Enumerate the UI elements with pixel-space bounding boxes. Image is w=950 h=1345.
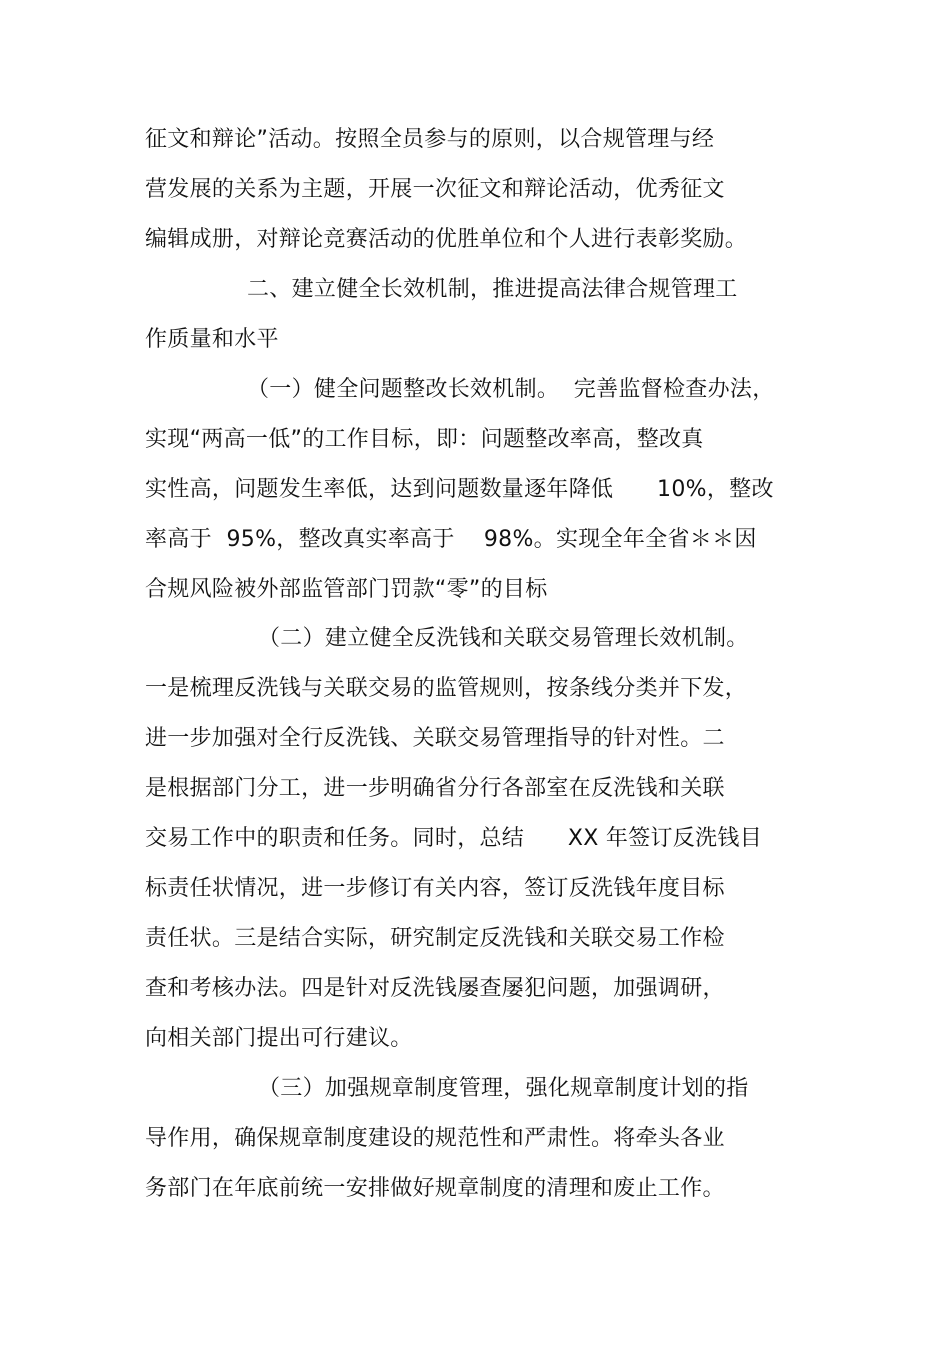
text-line: 营发展的关系为主题，开展一次征文和辩论活动，优秀征文 — [145, 177, 725, 202]
section-heading: 二、建立健全长效机制，推进提高法律合规管理工 — [247, 277, 738, 302]
text-line: 交易工作中的职责和任务。同时，总结 XX 年签订反洗钱目 — [145, 826, 762, 851]
subsection-heading-2: （二）建立健全反洗钱和关联交易管理长效机制。 — [258, 626, 749, 651]
text-line: 务部门在年底前统一安排做好规章制度的清理和废止工作。 — [145, 1176, 725, 1201]
text-line: 标责任状情况，进一步修订有关内容，签订反洗钱年度目标 — [145, 876, 725, 901]
text-line: 实性高，问题发生率低，达到问题数量逐年降低 10%，整改 — [145, 477, 774, 502]
text-line: 编辑成册，对辩论竞赛活动的优胜单位和个人进行表彰奖励。 — [145, 227, 748, 252]
text-line: 向相关部门提出可行建议。 — [145, 1026, 413, 1051]
section-heading-continued: 作质量和水平 — [145, 327, 279, 352]
text-line: 实现“两高一低”的工作目标，即：问题整改率高，整改真 — [145, 427, 704, 452]
text-line: 责任状。三是结合实际，研究制定反洗钱和关联交易工作检 — [145, 926, 725, 951]
text-line: 一是梳理反洗钱与关联交易的监管规则，按条线分类并下发， — [145, 676, 748, 701]
text-line: 查和考核办法。四是针对反洗钱屡查屡犯问题，加强调研， — [145, 976, 725, 1001]
text-line: 率高于 95%，整改真实率高于 98%。实现全年全省＊＊因 — [145, 527, 757, 552]
text-line: 是根据部门分工，进一步明确省分行各部室在反洗钱和关联 — [145, 776, 725, 801]
text-line: 进一步加强对全行反洗钱、关联交易管理指导的针对性。二 — [145, 726, 725, 751]
text-line: 合规风险被外部监管部门罚款“零”的目标 — [145, 577, 548, 602]
text-line: 导作用，确保规章制度建设的规范性和严肃性。将牵头各业 — [145, 1126, 725, 1151]
subsection-heading-3: （三）加强规章制度管理，强化规章制度计划的指 — [258, 1076, 749, 1101]
text-line: 征文和辩论”活动。按照全员参与的原则，以合规管理与经 — [145, 127, 715, 152]
subsection-heading-1: （一）健全问题整改长效机制。 完善监督检查办法， — [247, 377, 775, 402]
